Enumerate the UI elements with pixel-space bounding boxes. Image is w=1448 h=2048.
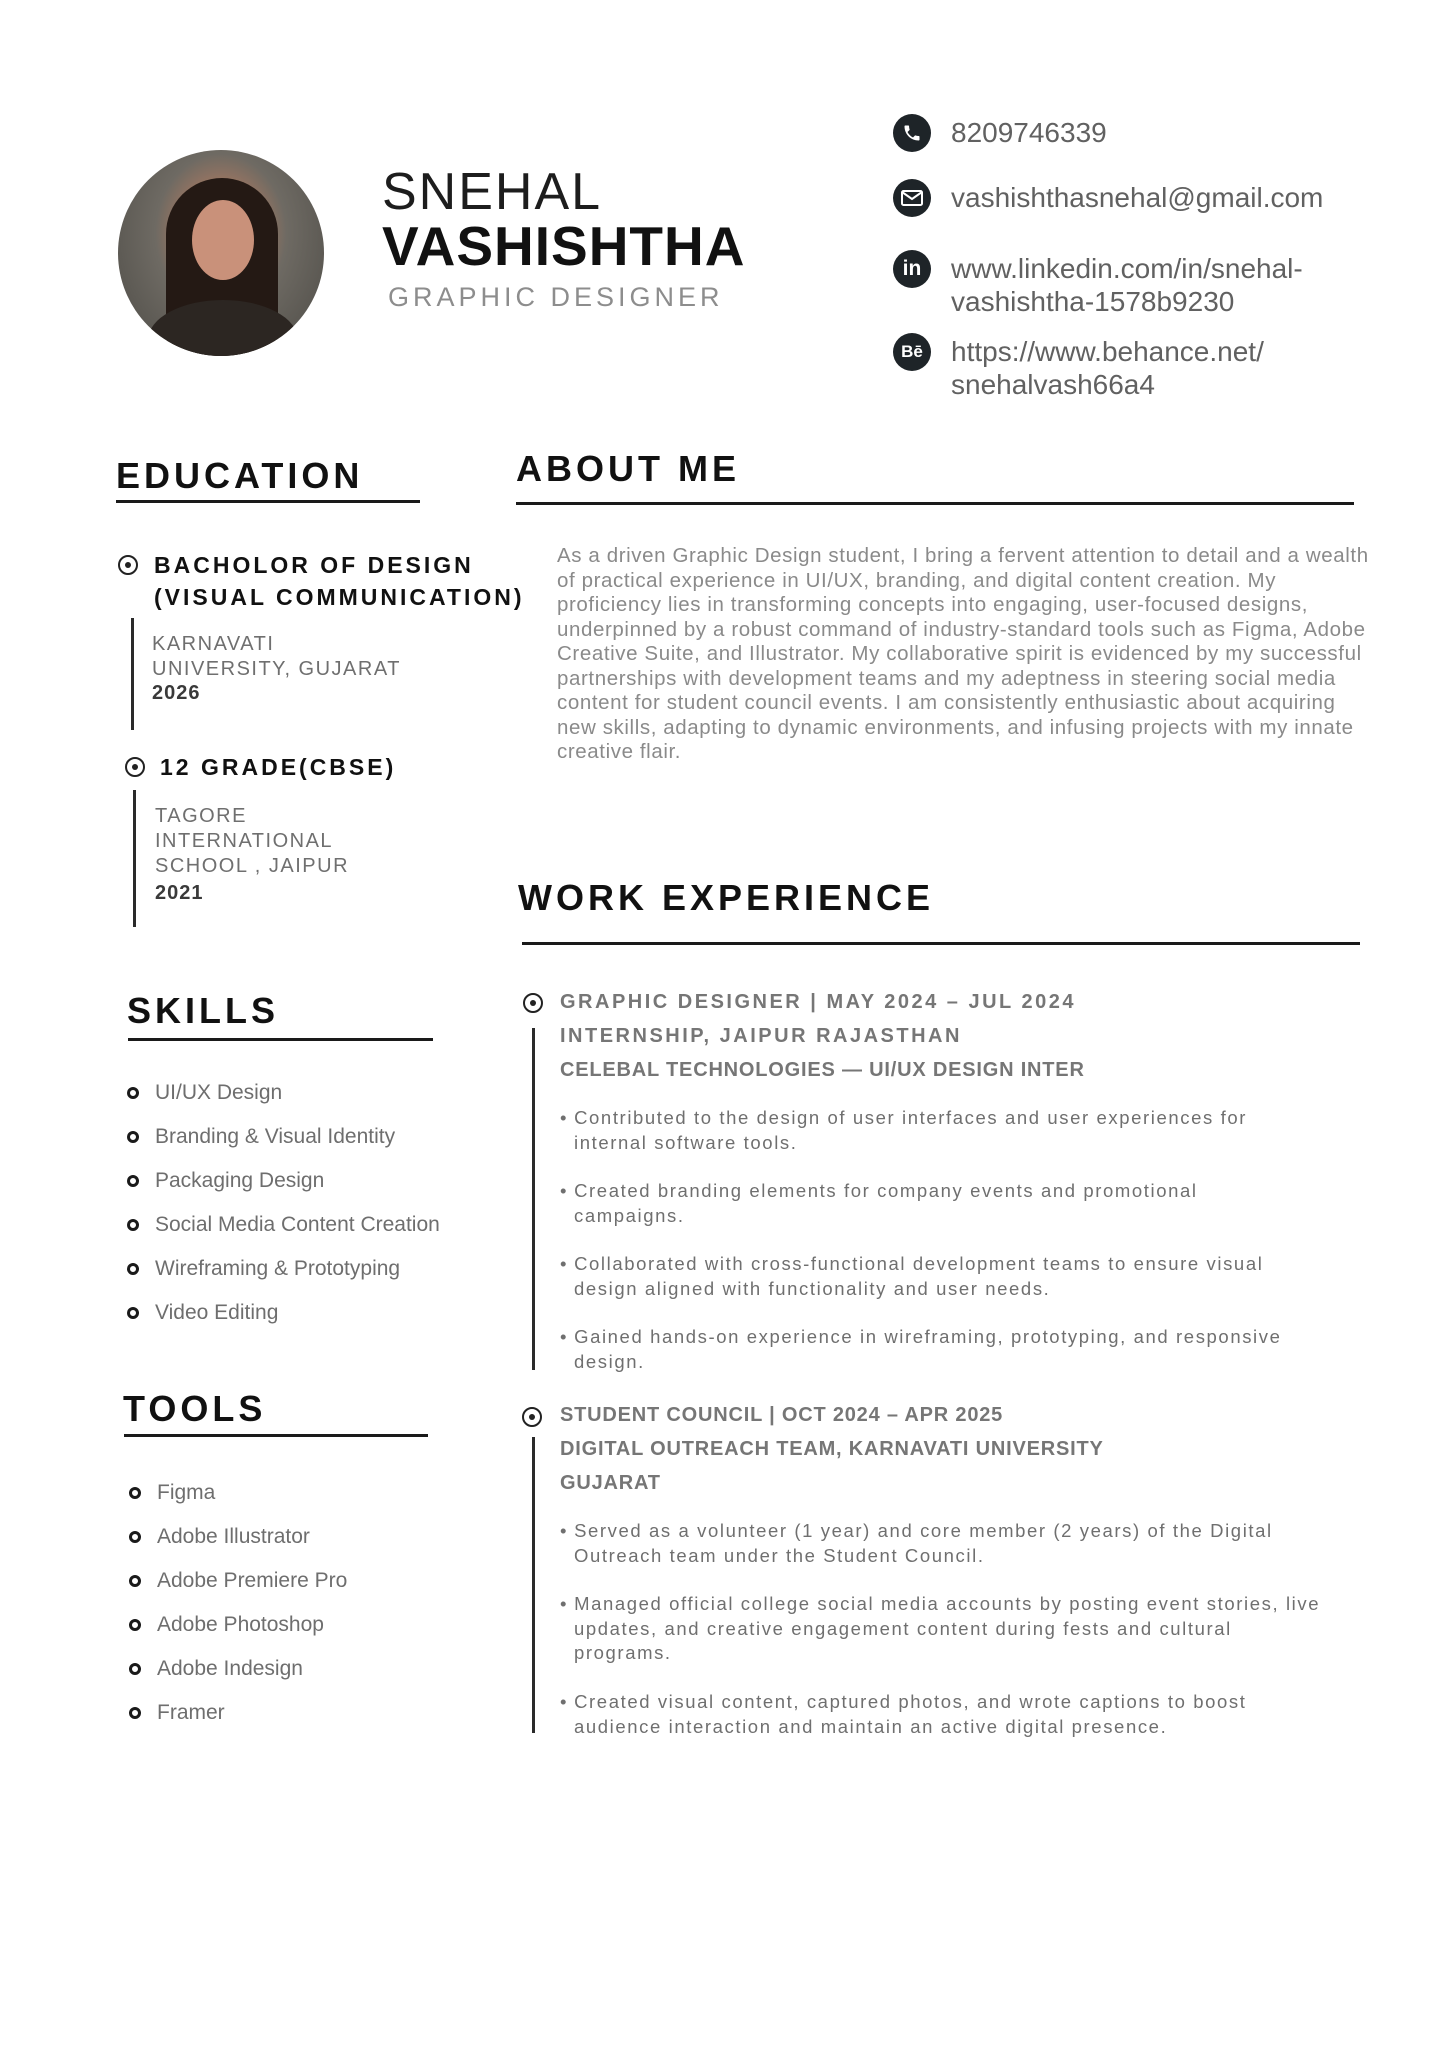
tool-bullet-icon [129,1707,141,1719]
education-institution-1 [152,632,401,682]
edu-title-1-line-2: (VISUAL COMMUNICATION) [154,584,525,610]
edu-inst-2-line-1: TAGORE [155,805,247,827]
job-2-company: GUJARAT [560,1472,661,1494]
resp-line: Outreach team under the Student Council. [574,1544,985,1566]
resp-line: Served as a volunteer (1 year) and core member (2 years) of the Digital [574,1520,1273,1541]
resp-line: updates, and creative engagement content during fests and cultural [574,1617,1232,1639]
skill-item [127,1256,440,1300]
tool-label: Adobe Photoshop [157,1613,324,1636]
bullet-glyph: • [560,1253,569,1274]
linkedin-text [951,252,1303,318]
tool-bullet-icon [129,1487,141,1499]
job-role: GRAPHIC DESIGNER [388,282,724,312]
skill-item [127,1300,440,1344]
skill-bullet-icon [127,1175,139,1187]
tools-list [129,1480,347,1744]
job-1-company: CELEBAL TECHNOLOGIES — UI/UX DESIGN INTER [560,1059,1085,1081]
job-1-responsibility [560,1106,1370,1155]
contact-linkedin[interactable] [893,252,1303,318]
job-2-subtitle: DIGITAL OUTREACH TEAM, KARNAVATI UNIVERSITY [560,1438,1104,1460]
tool-bullet-icon [129,1531,141,1543]
behance-line-2: snehalvash66a4 [951,369,1155,400]
skill-label: Packaging Design [155,1169,325,1192]
resp-line: audience interaction and maintain an active digital presence. [574,1715,1168,1737]
resp-line: Collaborated with cross-functional development teams to ensure visual [574,1253,1264,1274]
phone-text: 8209746339 [951,117,1107,148]
education-bullet-1 [118,555,138,575]
education-year-1: 2026 [152,682,201,704]
bullet-glyph: • [560,1593,569,1614]
job-1-responsibility [560,1179,1370,1228]
job-1-title: GRAPHIC DESIGNER | MAY 2024 – JUL 2024 [560,991,1076,1013]
profile-photo [118,150,324,356]
skill-label: Branding & Visual Identity [155,1125,396,1148]
education-year-2: 2021 [155,882,204,904]
experience-rule [522,942,1360,945]
job-2-timeline [532,1437,535,1733]
resp-line: Gained hands-on experience in wireframing, prototyping, and responsive [574,1326,1282,1347]
skill-label: Video Editing [155,1301,279,1324]
tool-item [129,1656,347,1700]
education-institution-2 [155,804,349,879]
skills-rule [128,1038,433,1041]
job-1-responsibility [560,1325,1370,1374]
job-1-subtitle: INTERNSHIP, JAIPUR RAJASTHAN [560,1025,962,1047]
education-bullet-2 [125,757,145,777]
skills-heading: SKILLS [127,990,280,1031]
bullet-glyph: • [560,1691,569,1712]
job-1-bullet [523,993,543,1013]
tool-item [129,1568,347,1612]
behance-icon: Bē [893,333,931,371]
tools-heading: TOOLS [123,1388,267,1429]
tool-bullet-icon [129,1575,141,1587]
bullet-glyph: • [560,1180,569,1201]
tool-label: Adobe Illustrator [157,1525,310,1548]
tool-label: Adobe Indesign [157,1657,303,1680]
contact-phone[interactable] [893,116,1107,152]
resp-line: design aligned with functionality and user needs. [574,1277,1051,1299]
skill-bullet-icon [127,1219,139,1231]
education-rule [116,500,420,503]
skill-item [127,1212,440,1256]
resp-line: internal software tools. [574,1131,798,1153]
linkedin-icon: in [893,250,931,288]
photo-face [192,200,254,280]
skill-item [127,1080,440,1124]
job-1-responsibility [560,1252,1370,1301]
skill-bullet-icon [127,1307,139,1319]
bullet-glyph: • [560,1326,569,1347]
job-2-responsibility [560,1690,1370,1739]
resp-line: Contributed to the design of user interfaces and user experiences for [574,1107,1248,1128]
edu-inst-2-line-2: INTERNATIONAL [155,830,334,852]
about-text: As a driven Graphic Design student, I bring a fervent attention to detail and a wealth of practical experience in UI/UX, branding, and digital content creation. My proficiency lies in transforming concepts into engaging, user-focused designs, underpinned by a robust command of industry-standard tools such as Figma, Adobe Creative Suite, and Illustrator. My collaborative spirit is evidenced by my successful partnerships with development teams and my adeptness in steering social media content for student council events. I am consistently enthusiastic about acquiring new skills, adapting to dynamic environments, and infusing projects with my innate creative flair. [557,544,1369,763]
tool-label: Figma [157,1481,216,1504]
resp-line: campaigns. [574,1204,685,1226]
behance-text [951,335,1264,401]
skill-bullet-icon [127,1087,139,1099]
phone-icon [893,114,931,152]
education-timeline-1 [131,618,134,730]
resp-line: Created branding elements for company events and promotional [574,1180,1198,1201]
resp-line: programs. [574,1642,672,1663]
tools-rule [124,1434,428,1437]
edu-title-1-line-1: BACHOLOR OF DESIGN [154,552,474,578]
behance-line-1: https://www.behance.net/ [951,336,1264,367]
skills-list [127,1080,440,1344]
job-1-timeline [532,1028,535,1370]
job-2-title: STUDENT COUNCIL | OCT 2024 – APR 2025 [560,1404,1004,1426]
skill-item [127,1124,440,1168]
resp-line: Created visual content, captured photos, and wrote captions to boost [574,1691,1247,1712]
job-2-responsibility [560,1519,1370,1568]
first-name: SNEHAL [382,163,603,221]
last-name: VASHISHTHA [382,215,746,277]
tool-bullet-icon [129,1663,141,1675]
tool-label: Framer [157,1701,225,1724]
skill-label: UI/UX Design [155,1081,283,1104]
skill-bullet-icon [127,1263,139,1275]
edu-inst-1-line-2: UNIVERSITY, GUJARAT [152,658,401,680]
bullet-glyph: • [560,1520,569,1541]
mail-icon [893,179,931,217]
skill-bullet-icon [127,1131,139,1143]
about-rule [516,502,1354,505]
skill-item [127,1168,440,1212]
education-timeline-2 [133,790,136,927]
experience-heading: WORK EXPERIENCE [518,877,935,918]
bullet-glyph: • [560,1107,569,1128]
tool-item [129,1700,347,1744]
resp-line: Managed official college social media accounts by posting event stories, live [574,1593,1321,1614]
linkedin-line-1: www.linkedin.com/in/snehal- [951,253,1303,284]
tool-item [129,1524,347,1568]
skill-label: Social Media Content Creation [155,1213,440,1236]
tool-label: Adobe Premiere Pro [157,1569,348,1592]
email-text: vashishthasnehal@gmail.com [951,182,1324,213]
tool-bullet-icon [129,1619,141,1631]
skill-label: Wireframing & Prototyping [155,1257,401,1280]
edu-inst-1-line-1: KARNAVATI [152,633,275,655]
edu-inst-2-line-3: SCHOOL , JAIPUR [155,855,350,877]
job-2-responsibility [560,1592,1370,1666]
education-title-1 [154,549,525,613]
linkedin-line-2: vashishtha-1578b9230 [951,286,1235,317]
education-title-2: 12 GRADE(CBSE) [160,754,397,780]
contact-email[interactable] [893,181,1323,217]
tool-item [129,1480,347,1524]
job-2-bullet [522,1407,542,1427]
education-heading: EDUCATION [116,455,364,496]
contact-behance[interactable] [893,335,1264,401]
tool-item [129,1612,347,1656]
about-heading: ABOUT ME [516,448,740,489]
resp-line: design. [574,1350,645,1372]
